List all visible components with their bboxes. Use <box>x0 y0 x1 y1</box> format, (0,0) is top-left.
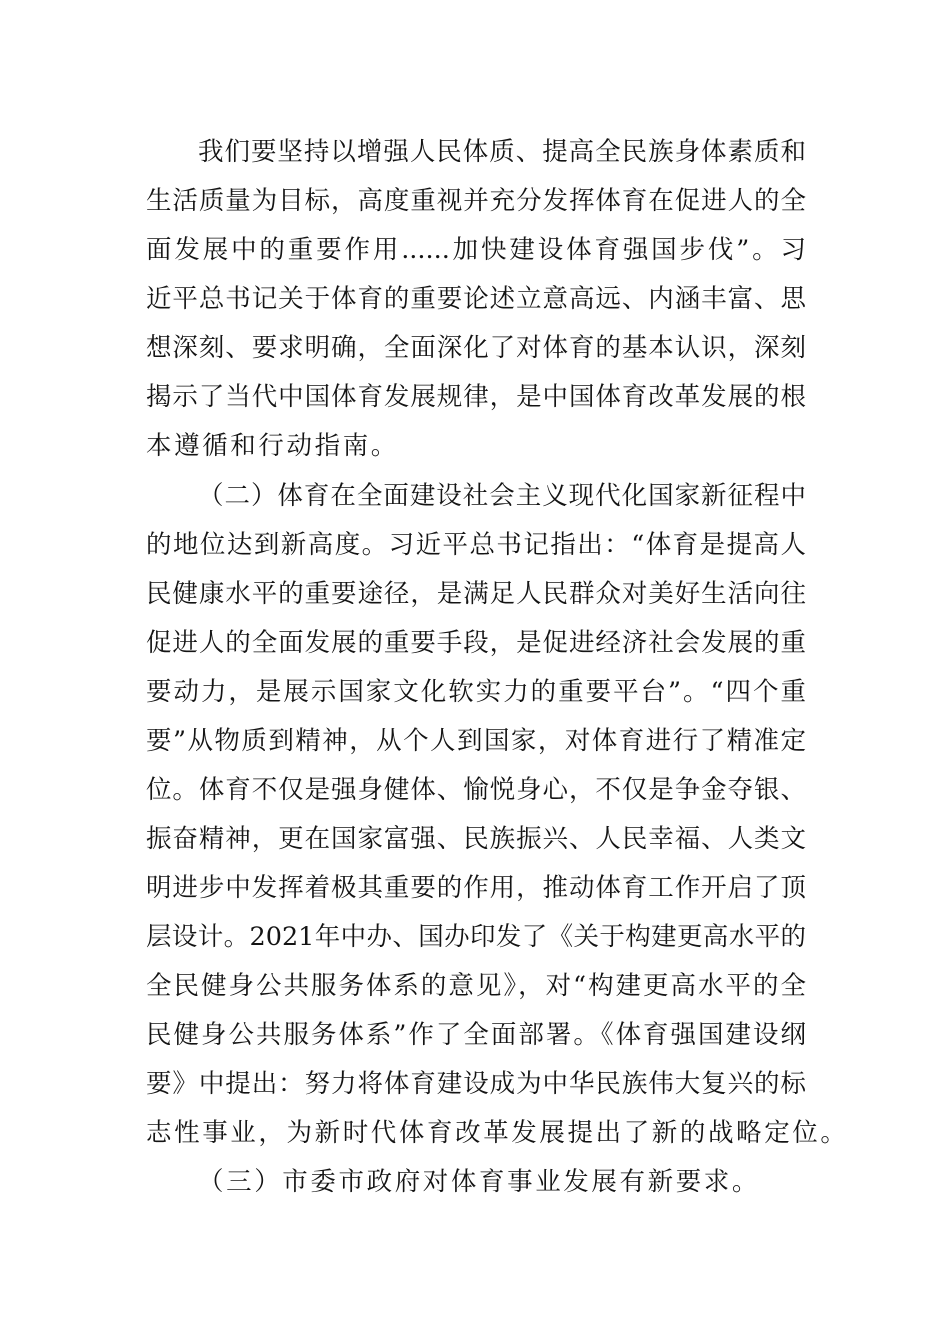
paragraph-1-line-1: 我们要坚持以增强人民体质、提高全民族身体素质和 <box>198 137 806 167</box>
paragraph-1-line-4: 近平总书记关于体育的重要论述立意高远、内涵丰富、思 <box>146 284 806 314</box>
paragraph-1-line-7: 本遵循和行动指南。 <box>146 431 399 461</box>
section-2-line-10: 层设计。2021年中办、国办印发了《关于构建更高水平的 <box>146 922 806 952</box>
section-2-line-9: 明进步中发挥着极其重要的作用，推动体育工作开启了顶 <box>146 873 806 903</box>
section-2-line-14: 志性事业，为新时代体育改革发展提出了新的战略定位。 <box>146 1118 849 1148</box>
section-3-heading: （三）市委市政府对体育事业发展有新要求。 <box>198 1167 761 1197</box>
paragraph-1-line-6: 揭示了当代中国体育发展规律，是中国体育改革发展的根 <box>146 382 806 412</box>
section-2-heading-line-1: （二）体育在全面建设社会主义现代化国家新征程中 <box>198 481 806 511</box>
section-2-line-11: 全民健身公共服务体系的意见》，对“构建更高水平的全 <box>146 971 806 1001</box>
section-2-line-3: 民健康水平的重要途径，是满足人民群众对美好生活向往 <box>146 579 806 609</box>
section-2-line-7: 位。体育不仅是强身健体、愉悦身心，不仅是争金夺银、 <box>146 775 806 805</box>
paragraph-1-line-3: 面发展中的重要作用......加快建设体育强国步伐”。习 <box>146 235 806 265</box>
paragraph-1-line-5: 想深刻、要求明确，全面深化了对体育的基本认识，深刻 <box>146 333 806 363</box>
section-2-line-12: 民健身公共服务体系”作了全面部署。《体育强国建设纲 <box>146 1020 806 1050</box>
paragraph-1-line-2: 生活质量为目标，高度重视并充分发挥体育在促进人的全 <box>146 186 806 216</box>
section-2-line-4: 促进人的全面发展的重要手段，是促进经济社会发展的重 <box>146 628 806 658</box>
section-2-line-2: 的地位达到新高度。习近平总书记指出：“体育是提高人 <box>146 530 806 560</box>
section-2-line-8: 振奋精神，更在国家富强、民族振兴、人民幸福、人类文 <box>146 824 806 854</box>
section-2-line-13: 要》中提出：努力将体育建设成为中华民族伟大复兴的标 <box>146 1069 806 1099</box>
section-2-line-6: 要”从物质到精神，从个人到国家，对体育进行了精准定 <box>146 726 806 756</box>
section-2-line-5: 要动力，是展示国家文化软实力的重要平台”。“四个重 <box>146 677 806 707</box>
